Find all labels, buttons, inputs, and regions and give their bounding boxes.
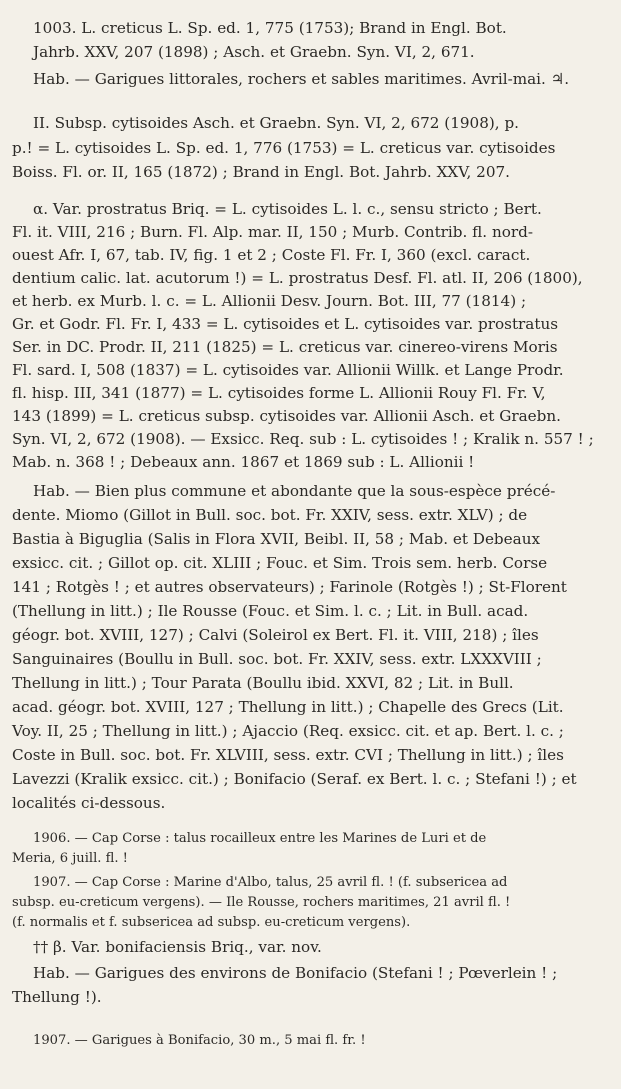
text-line: dentium calic. lat. acutorum !) = L. prostratus Desf. Fl. atl. II, 206 (1800), bbox=[12, 269, 583, 287]
text-line: 143 (1899) = L. creticus subsp. cytisoides var. Allionii Asch. et Graebn. bbox=[12, 407, 561, 425]
text-line: 141 ; Rotgès ! ; et autres observateurs) ; Farinole (Rotgès !) ; St-Florent bbox=[12, 578, 567, 596]
text-line: et herb. ex Murb. l. c. = L. Allionii Desv. Journ. Bot. III, 77 (1814) ; bbox=[12, 292, 527, 310]
text-line: Mab. n. 368 ! ; Debeaux ann. 1867 et 1869 sub : L. Allionii ! bbox=[12, 453, 475, 471]
text-line: †† β. Var. bonifaciensis Briq., var. nov. bbox=[33, 938, 322, 956]
text-line: Gr. et Godr. Fl. Fr. I, 433 = L. cytisoides et L. cytisoides var. prostratus bbox=[12, 315, 559, 333]
text-line: Jahrb. XXV, 207 (1898) ; Asch. et Graebn. Syn. VI, 2, 671. bbox=[33, 43, 475, 61]
text-line: fl. hisp. III, 341 (1877) = L. cytisoides forme L. Allionii Rouy Fl. Fr. V, bbox=[12, 384, 546, 402]
text-line: subsp. eu-creticum vergens). — Ile Rousse, rochers maritimes, 21 avril fl. ! bbox=[12, 895, 511, 910]
text-line: Meria, 6 juill. fl. ! bbox=[12, 851, 128, 866]
text-line: Thellung !). bbox=[12, 988, 102, 1006]
text-line: exsicc. cit. ; Gillot op. cit. XLIII ; Fouc. et Sim. Trois sem. herb. Corse bbox=[12, 554, 548, 572]
text-line: ouest Afr. I, 67, tab. IV, fig. 1 et 2 ; Coste Fl. Fr. I, 360 (excl. caract. bbox=[12, 246, 531, 264]
text-line: α. Var. prostratus Briq. = L. cytisoides L. l. c., sensu stricto ; Bert. bbox=[33, 200, 542, 218]
text-line: localités ci-dessous. bbox=[12, 794, 166, 812]
text-line: Hab. — Bien plus commune et abondante que la sous-espèce précé- bbox=[33, 482, 556, 500]
text-line: Hab. — Garigues des environs de Bonifacio (Stefani ! ; Pœverlein ! ; bbox=[33, 964, 558, 982]
text-line: Fl. it. VIII, 216 ; Burn. Fl. Alp. mar. II, 150 ; Murb. Contrib. fl. nord- bbox=[12, 223, 533, 241]
text-line: géogr. bot. XVIII, 127) ; Calvi (Soleirol ex Bert. Fl. it. VIII, 218) ; îles bbox=[12, 626, 539, 644]
text-line: Hab. — Garigues littorales, rochers et sables maritimes. Avril-mai. ♃. bbox=[33, 70, 570, 88]
text-line: 1906. — Cap Corse : talus rocailleux entre les Marines de Luri et de bbox=[33, 831, 487, 846]
text-line: (f. normalis et f. subsericea ad subsp. eu-creticum vergens). bbox=[12, 915, 411, 930]
text-line: 1907. — Garigues à Bonifacio, 30 m., 5 mai fl. fr. ! bbox=[33, 1033, 366, 1048]
text-line: acad. géogr. bot. XVIII, 127 ; Thellung in litt.) ; Chapelle des Grecs (Lit. bbox=[12, 698, 564, 716]
text-line: Bastia à Biguglia (Salis in Flora XVII, Beibl. II, 58 ; Mab. et Debeaux bbox=[12, 530, 541, 548]
text-line: II. Subsp. cytisoides Asch. et Graebn. Syn. VI, 2, 672 (1908), p. bbox=[33, 114, 520, 132]
text-line: p.! = L. cytisoides L. Sp. ed. 1, 776 (1753) = L. creticus var. cytisoides bbox=[12, 139, 556, 157]
text-line: Sanguinaires (Boullu in Bull. soc. bot. Fr. XXIV, sess. extr. LXXXVIII ; bbox=[12, 650, 542, 668]
text-line: Fl. sard. I, 508 (1837) = L. cytisoides var. Allionii Willk. et Lange Prodr. bbox=[12, 361, 564, 379]
text-line: Lavezzi (Kralik exsicc. cit.) ; Bonifacio (Seraf. ex Bert. l. c. ; Stefani !) ; et bbox=[12, 770, 577, 788]
text-line: Ser. in DC. Prodr. II, 211 (1825) = L. creticus var. cinereo-virens Moris bbox=[12, 338, 558, 356]
text-line: (Thellung in litt.) ; Ile Rousse (Fouc. et Sim. l. c. ; Lit. in Bull. acad. bbox=[12, 602, 529, 620]
text-line: Thellung in litt.) ; Tour Parata (Boullu ibid. XXVI, 82 ; Lit. in Bull. bbox=[12, 674, 514, 692]
text-line: Boiss. Fl. or. II, 165 (1872) ; Brand in Engl. Bot. Jahrb. XXV, 207. bbox=[12, 163, 510, 181]
text-line: Syn. VI, 2, 672 (1908). — Exsicc. Req. sub : L. cytisoides ! ; Kralik n. 557 ! ; bbox=[12, 430, 594, 448]
text-line: Coste in Bull. soc. bot. Fr. XLVIII, sess. extr. CVI ; Thellung in litt.) ; îles bbox=[12, 746, 564, 764]
text-line: 1907. — Cap Corse : Marine d'Albo, talus, 25 avril fl. ! (f. subsericea ad bbox=[33, 875, 508, 890]
text-line: 1003. L. creticus L. Sp. ed. 1, 775 (1753); Brand in Engl. Bot. bbox=[33, 19, 507, 37]
text-line: Voy. II, 25 ; Thellung in litt.) ; Ajaccio (Req. exsicc. cit. et ap. Bert. l. c. ; bbox=[12, 722, 564, 740]
text-line: dente. Miomo (Gillot in Bull. soc. bot. Fr. XXIV, sess. extr. XLV) ; de bbox=[12, 506, 528, 524]
